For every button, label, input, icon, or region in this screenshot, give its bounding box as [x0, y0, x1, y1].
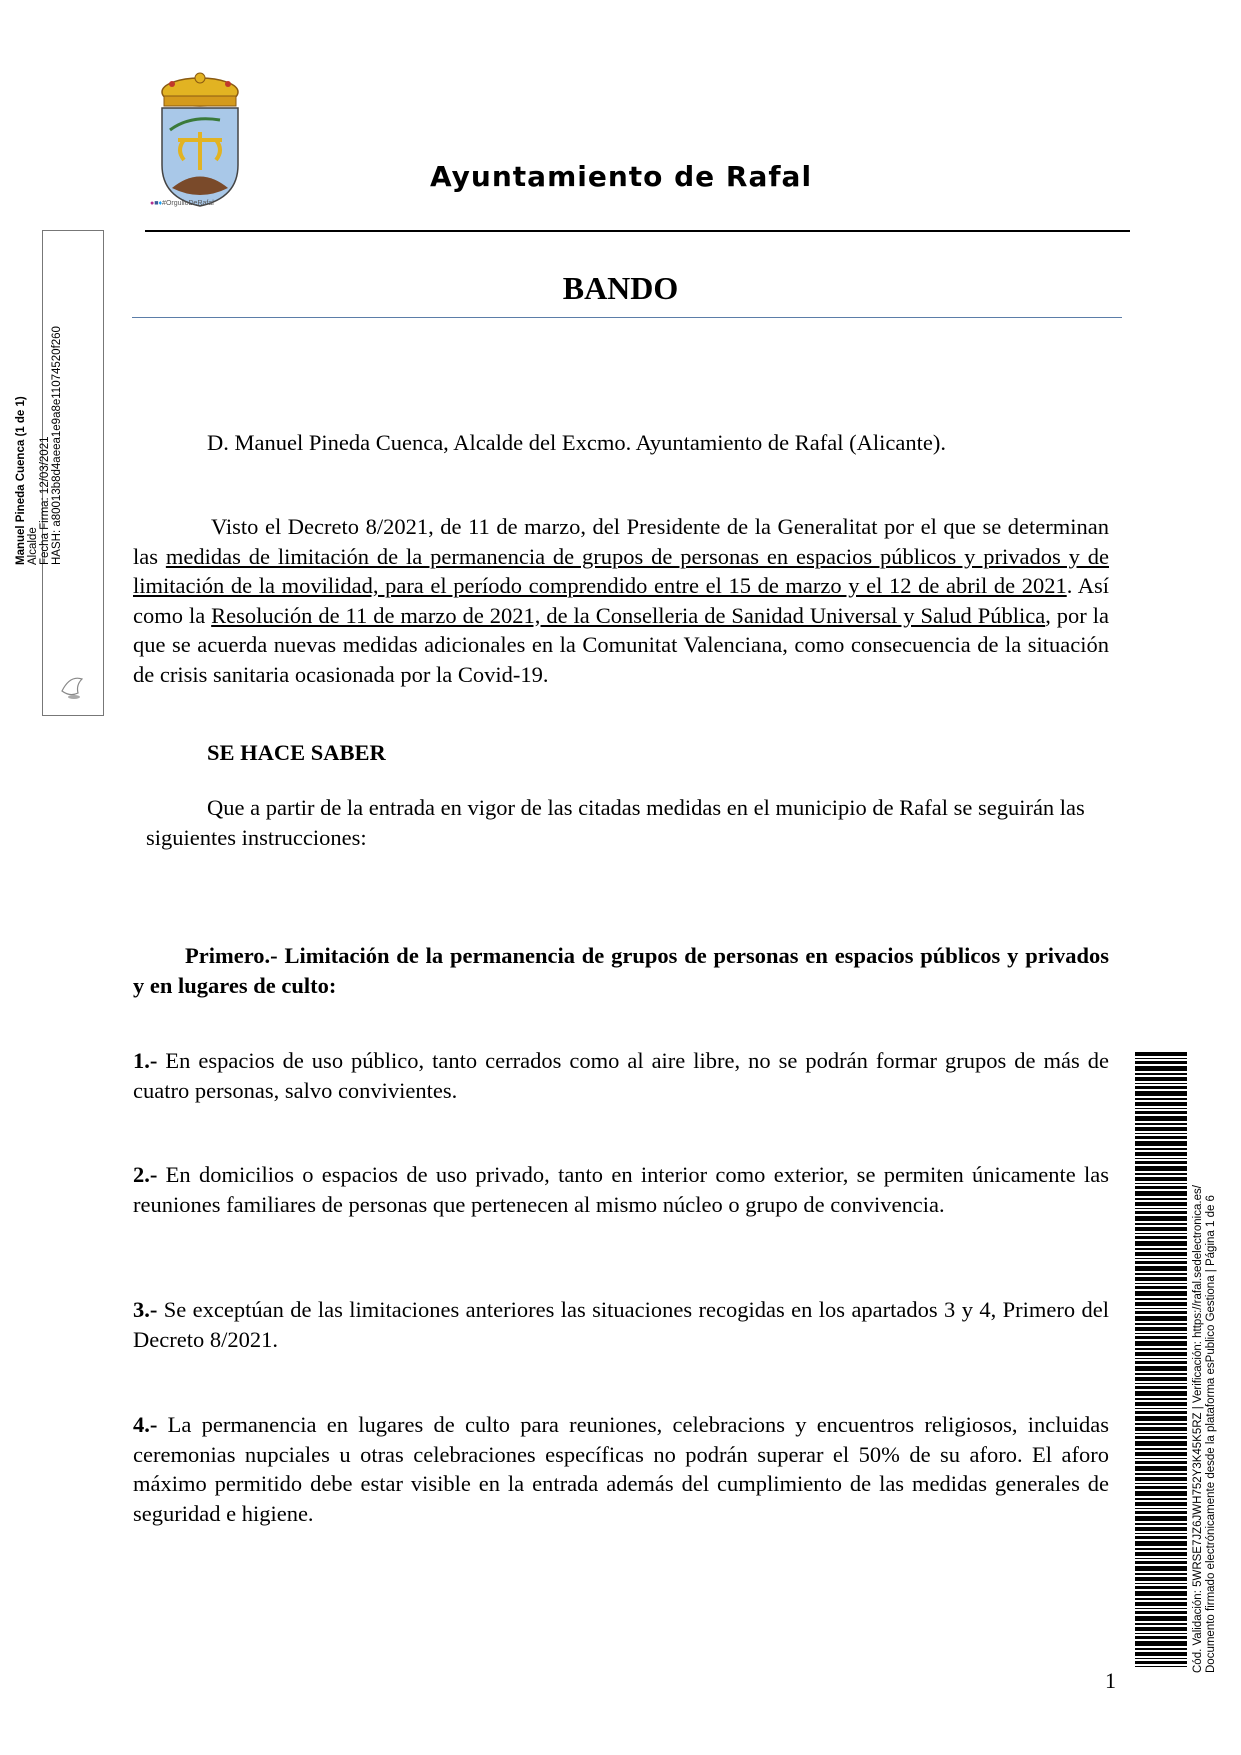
list-item	[133, 1295, 1109, 1354]
crest-tagline: ●■♦#OrgulloDeRafal	[150, 200, 214, 207]
list-item	[133, 1046, 1109, 1105]
organization-name: Ayuntamiento de Rafal	[430, 160, 813, 193]
announcement-heading: SE HACE SABER	[207, 740, 386, 765]
signer-name: Manuel Pineda Cuenca (1 de 1)	[15, 396, 27, 565]
title-divider	[132, 317, 1122, 318]
signer-role: Alcalde	[27, 527, 39, 565]
item-text: Se exceptúan de las limitaciones anteriores las situaciones recogidas en los apartados 3 y 4, Primero del Decreto 8/2021.	[133, 1297, 1109, 1352]
item-text: En domicilios o espacios de uso privado, tanto en interior como exterior, se permiten únicamente las reuniones familiares de personas que pertenecen al mismo núcleo o grupo de convivencia.	[133, 1162, 1109, 1217]
validation-line: Cód. Validación: 5WRSE7JZ6JWH752Y3K45K5RZ | Verificación: https://rafal.sedelectronica.es/	[1192, 1185, 1204, 1673]
section-title: Primero.- Limitación de la permanencia de grupos de personas en espacios públicos y privados y en lugares de culto:	[133, 943, 1109, 998]
signature-box	[15, 230, 104, 716]
preamble-text: . Así como la	[133, 573, 1110, 628]
item-text: En espacios de uso público, tanto cerrados como al aire libre, no se podrán formar grupos de más de cuatro personas, salvo convivientes.	[133, 1048, 1109, 1103]
preamble-paragraph	[133, 512, 1109, 689]
document-title: BANDO	[562, 270, 679, 306]
intro-paragraph: D. Manuel Pineda Cuenca, Alcalde del Excmo. Ayuntamiento de Rafal (Alicante).	[207, 430, 946, 455]
item-number: 1.-	[133, 1048, 158, 1073]
signature-date: Fecha Firma: 12/03/2021	[39, 436, 51, 565]
decree-measures-text: medidas de limitación de la permanencia de grupos de personas en espacios públicos y privados y de limitación de la movilidad, para el período comprendido entre el 15 de marzo y el 12 de abril de 2021	[133, 543, 1110, 598]
coat-of-arms-logo	[150, 70, 250, 210]
instructions-paragraph: Que a partir de la entrada en vigor de las citadas medidas en el municipio de Rafal se seguirán las siguientes instrucciones:	[146, 795, 1085, 850]
preamble-text: Visto el Decreto 8/2021, de 11 de marzo, del Presidente de la Generalitat por el que se determinan las	[133, 514, 1109, 569]
validation-line: Documento firmado electrónicamente desde la plataforma esPublico Gestiona | Página 1 de 6	[1205, 1195, 1217, 1673]
signature-hash: HASH: a80013b8d4aeea1e9a8e11074520f260	[51, 326, 63, 565]
list-item	[133, 1160, 1109, 1219]
item-number: 2.-	[133, 1162, 158, 1187]
item-text: La permanencia en lugares de culto para reuniones, celebracions y encuentros religiosos, incluidas ceremonias nupciales u otras celebraciones específicas no podrán superar el 50% de su aforo. El aforo máximo permitido debe estar visible en la entrada además del cumplimiento de las medidas generales de seguridad e higiene.	[133, 1412, 1109, 1526]
item-number: 3.-	[133, 1297, 158, 1322]
page-number: 1	[1105, 1668, 1116, 1693]
signature-seal-icon	[56, 669, 90, 703]
signature-text	[15, 326, 63, 565]
preamble-text: , por la que se acuerda nuevas medidas adicionales en la Comunitat Valenciana, como consecuencia de la situación de crisis sanitaria ocasionada por la Covid-19.	[133, 602, 1109, 687]
item-number: 4.-	[133, 1412, 158, 1437]
resolution-text: Resolución de 11 de marzo de 2021, de la Conselleria de Sanidad Universal y Salud Pública	[211, 602, 1046, 628]
list-item	[133, 1410, 1109, 1528]
header-divider	[145, 230, 1130, 232]
validation-text	[1192, 1185, 1218, 1673]
